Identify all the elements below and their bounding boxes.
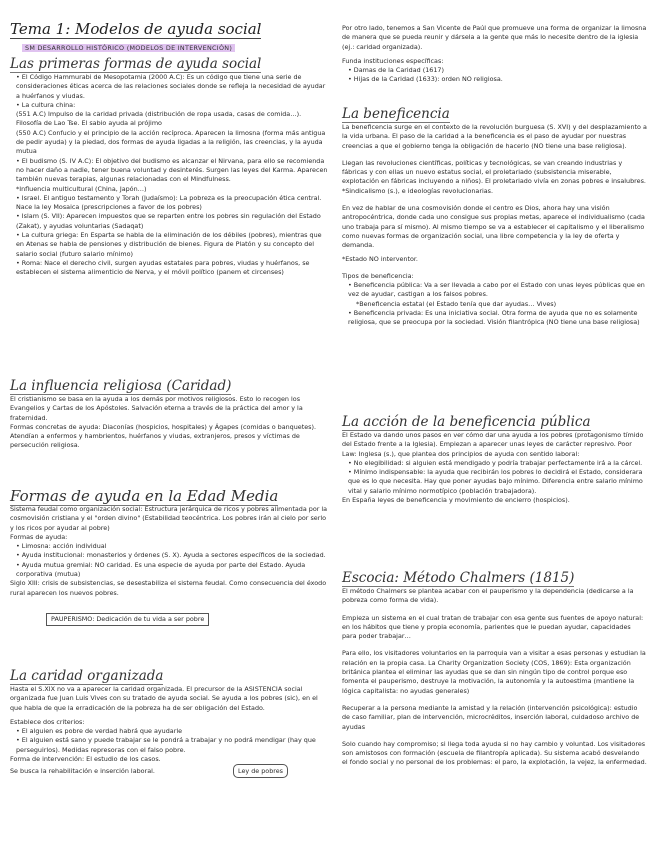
para-revoluciones: Llegan las revoluciones científicas, políticas y tecnológicas, se van creando industrias y fábricas y con ellas un nuevo estatus social, el proletariado (subsistencia miserable, explotación en fábricas incluyendo a niños). El proletariado vivía en zonas pobres e insalubres. *Sindicalismo (s.), e ideologías revolucionarias. [342,158,646,195]
para-sistema-feudal: Sistema feudal como organización social: Estructura jerárquica de ricos y pobres alimentada por la cosmovisión cristiana y el "orden divino" (Estabilidad teocéntrica. Los pobres irán al cielo por serlo y los ricos por ayudar al pobre) [10,505,328,532]
para-confucio: (550 A.C) Confucio y el principio de la acción recíproca. Aparecen la limosna (forma más antigua de pedir ayuda) y la piedad, dos formas de ayuda ligadas a la religión, las creencias, y la ayuda mutua [16,128,326,156]
section-influencia-religiosa [10,378,328,451]
page-subtitle: SM DESARROLLO HISTÓRICO (MODELOS DE INTERVENCIÓN) [22,44,235,52]
note-estado: *Estado NO interventor. [342,254,418,263]
section-heading: Las primeras formas de ayuda social [10,56,262,72]
para-san-vicente: Por otro lado, tenemos a San Vicente de Paúl que promueve una forma de organizar la limosna de manera que se pueda reunir y dársela a la gente que más lo necesite dentro de la iglesia (ej.: caridad organizada). [342,24,647,51]
bullet-roma: • Roma: Nace el derecho civil, surgen ayudas estatales para pobres, viudas y huérfanos, se establecen el sistema alimenticio de Nerva, y el móvil político (panem et circenses) [16,258,310,277]
section-heading: La caridad organizada [10,668,164,684]
para-intervencion: Forma de intervención: El estudio de los casos. [10,755,161,764]
para-chalmers: El método Chalmers se plantea acabar con el pauperismo y la dependencia (dedicarse a la pobreza como forma de vida). [342,587,634,605]
bullet-mutua: • Ayuda mutua gremial: NO caridad. Es una especie de ayuda por parte del Estado. Ayuda corporativa (mutua) [16,560,306,579]
section-heading: Formas de ayuda en la Edad Media [10,487,279,505]
para-compromiso: Solo cuando hay compromiso; si llega toda ayuda si no hay cambio y voluntad. Los visitadores son amistosos con formación (escuela de filantropía aplicada). Su sistema acabó desvelando el fondo social y no personal de los problemas: el paro, la explotación, la vejez, la enfermedad. [342,739,647,767]
para-espana: En España leyes de beneficencia y movimiento de encierro (hospicios). [342,496,570,505]
bullet-institucional: • Ayuda institucional: monasterios y órdenes (S. X). Ayuda a sectores específicos de la sociedad. [16,551,326,560]
para-vives: Hasta el S.XIX no va a aparecer la caridad organizada. El precursor de la ASISTENCIA social organizada fue Juan Luis Vives con su tratado de ayuda social. Se ayuda a los pobres (sic), en el que habla de que la erradicación de la pobreza ha de ser obligación del Estado. [10,685,318,712]
bullet-minimo: • Mínimo indispensable: la ayuda que recibirán los pobres lo decidirá el Estado, considerara que es lo que necesita. Hay que poner ayudas bajo mínimo. Diferencia entre salario mínimo vital y salario mínimo normotípico (población trabajadora). [348,468,643,495]
para-rehabilitacion: Se busca la rehabilitación e inserción laboral. [10,766,155,775]
para-cosmovision: En vez de hablar de una cosmovisión donde el centro es Dios, ahora hay una visión antropocéntrica, donde cada uno consigue sus propias metas, aparece el individualismo (cada uno trabaja para sí mismo). Al mismo tiempo se va a establecer el capitalismo y el liberalismo como nuevas formas de organización social, una libre competencia y la ley de oferta y demanda. [342,204,645,250]
bullet-criterio-2: • El alguien está sano y puede trabajar se le pondrá a trabajar y no podrá mendigar (hay que perseguirlos). Medidas represoras con el falso pobre. [16,736,316,754]
bullet-limosna: • Limosna: acción individual [16,542,107,551]
section-accion-publica [342,414,647,505]
section-san-vicente [342,24,647,85]
para-lao-tse: (551 A.C) Impulso de la caridad privada (distribución de ropa usada, casas de comida…). Filosofía de Lao Tse. El sabio ayuda al prójimo [16,110,302,128]
page-title: Tema 1: Modelos de ayuda social [10,20,262,38]
bullet-hijas: • Hijas de la Caridad (1633): orden NO religiosa. [348,75,503,84]
section-beneficencia [342,106,647,328]
para-siglo-xiii: Siglo XIII: crisis de subsistencias, se desestabiliza el sistema feudal. Como consecuencia del éxodo rural aparecen los nuevos pobres. [10,579,327,597]
section-heading: La beneficencia [342,106,450,122]
section-heading: La influencia religiosa (Caridad) [10,378,232,394]
note-estatal: *Beneficencia estatal (el Estado tenía que dar ayudas… Vives) [356,299,557,308]
bullet-publica: • Beneficencia pública: Va a ser llevada a cabo por el Estado con unas leyes públicas que en vez de ayudar, castigan a los falsos pobres. [348,281,645,299]
para-formas: Formas de ayuda: [10,532,68,541]
bullet-privada: • Beneficencia privada: Es una iniciativa social. Otra forma de ayuda que no es solamente religiosa, que se preocupa por la sociedad. Visión filantrópica (NO tiene una base religiosa) [348,309,640,327]
para-recuperar: Recuperar a la persona mediante la amistad y la relación (intervención psicológica): estudio de caso familiar, plan de intervención, microcréditos, inserción laboral, cuidadoso archivo de ayudas [342,703,640,731]
bullet-israel: • Israel. El antiguo testamento y Torah (Judaísmo): La pobreza es la preocupación ética central. Nace la ley Mosaica (prescripciones a favor de los pobres) [16,193,322,212]
section-primeras-formas [10,56,328,278]
para-tipos: Tipos de beneficencia: [342,271,414,280]
ley-pobres-box: Ley de pobres [233,764,288,778]
bullet-islam: • Islam (S. VII): Aparecen impuestos que se reparten entre los pobres sin regulación del Estado (Zakat), y ayudas voluntarias (Sadaqat) [16,212,321,230]
section-heading: Escocia: Método Chalmers (1815) [342,570,575,586]
section-edad-media [10,488,328,626]
bullet-budismo: • El budismo (S. IV A.C): El objetivo del budismo es alcanzar el Nirvana, para ello se recomienda no hacer daño a nadie, tener buena voluntad y desinterés. Surgen las leyes del Karma. Aparecen también nuevas terapias, algunas relacionadas con el Mindfulness. [16,156,328,184]
para-cristianismo: El cristianismo se basa en la ayuda a los demás por motivos religiosos. Esto lo recogen los Evangelios y Cartas de los Apóstoles. Salvación eterna a través de la práctica del amor y la fraternidad. [10,395,303,422]
bullet-china: • La cultura china: [16,100,76,109]
para-sistema: Empieza un sistema en el cual tratan de trabajar con esa gente sus fuentes de apoyo natural: en los hábitos que tiene y propia economía, parientes que le puedan ayudar, capacidades para poder trabajar… [342,613,644,641]
section-chalmers [342,570,647,768]
bullet-criterio-1: • El alguien es pobre de verdad habrá que ayudarle [16,727,183,736]
para-formas-ayuda: Formas concretas de ayuda: Diaconías (hospicios, hospitales) y Ágapes (comidas o banquetes). Atendían a enfermos y hambrientos, huérfanos y viudas, extranjeros, presos y víctimas de persecución religiosa. [10,422,316,450]
bullet-grecia: • La cultura griega: En Esparta se habla de la eliminación de los débiles (pobres), mientras que en Atenas se habla de pensiones y distribución de bienes. Figura de Platón y su concepto del salario social (futuro salario mínimo) [16,231,322,258]
para-funda: Funda instituciones específicas: [342,56,444,65]
para-criterios: Establece dos criterios: [10,717,85,726]
para-estado-pasos: El Estado va dando unos pasos en ver cómo dar una ayuda a los pobres (protagonismo tímido del Estado frente a la Iglesia). Empiezan a aparecer unas leyes de carácter represivo. Poor Law: Inglesa (s.), que plantea dos principios de ayuda con sentido laboral: [342,431,644,458]
bullet-hammurabi: • El Código Hammurabi de Mesopotamia (2000 A.C): Es un código que tiene una serie de consideraciones éticas acerca de las relaciones sociales donde se refleja la necesidad de ayudar a huérfanos y viudas. [16,73,326,100]
bullet-no-elegibilidad: • No elegibilidad: si alguien está mendigado y podría trabajar perfectamente irá a la cárcel. [348,458,643,467]
para-visitadores: Para ello, los visitadores voluntarios en la parroquia van a visitar a esas personas y estudian la relación en la propia casa. La Charity Organization Society (COS, 1869): Esta organización británica plantea el eliminar las ayudas que se dan sin ningún tipo de control porque eso fomenta el pauperismo, destruye la motivación, la autonomía y la autoestima (mantiene la lógica capitalista: no ayudas generales) [342,649,646,695]
section-heading: La acción de la beneficencia pública [342,414,591,430]
bullet-damas: • Damas de la Caridad (1617) [348,66,444,75]
pauperismo-box: PAUPERISMO: Dedicación de tu vida a ser pobre [46,613,209,626]
para-beneficencia-1: La beneficencia surge en el contexto de la revolución burguesa (S. XVI) y del desplazamiento a la vida urbana. El paso de la caridad a la beneficencia es el paso de ayudar por nuestras creencias a que el gobierno tenga la obligación de hacerlo (NO tiene una base religiosa). [342,123,647,150]
section-caridad-organizada [10,668,328,778]
note-multicultural: *Influencia multicultural (China, Japón…) [16,184,147,193]
